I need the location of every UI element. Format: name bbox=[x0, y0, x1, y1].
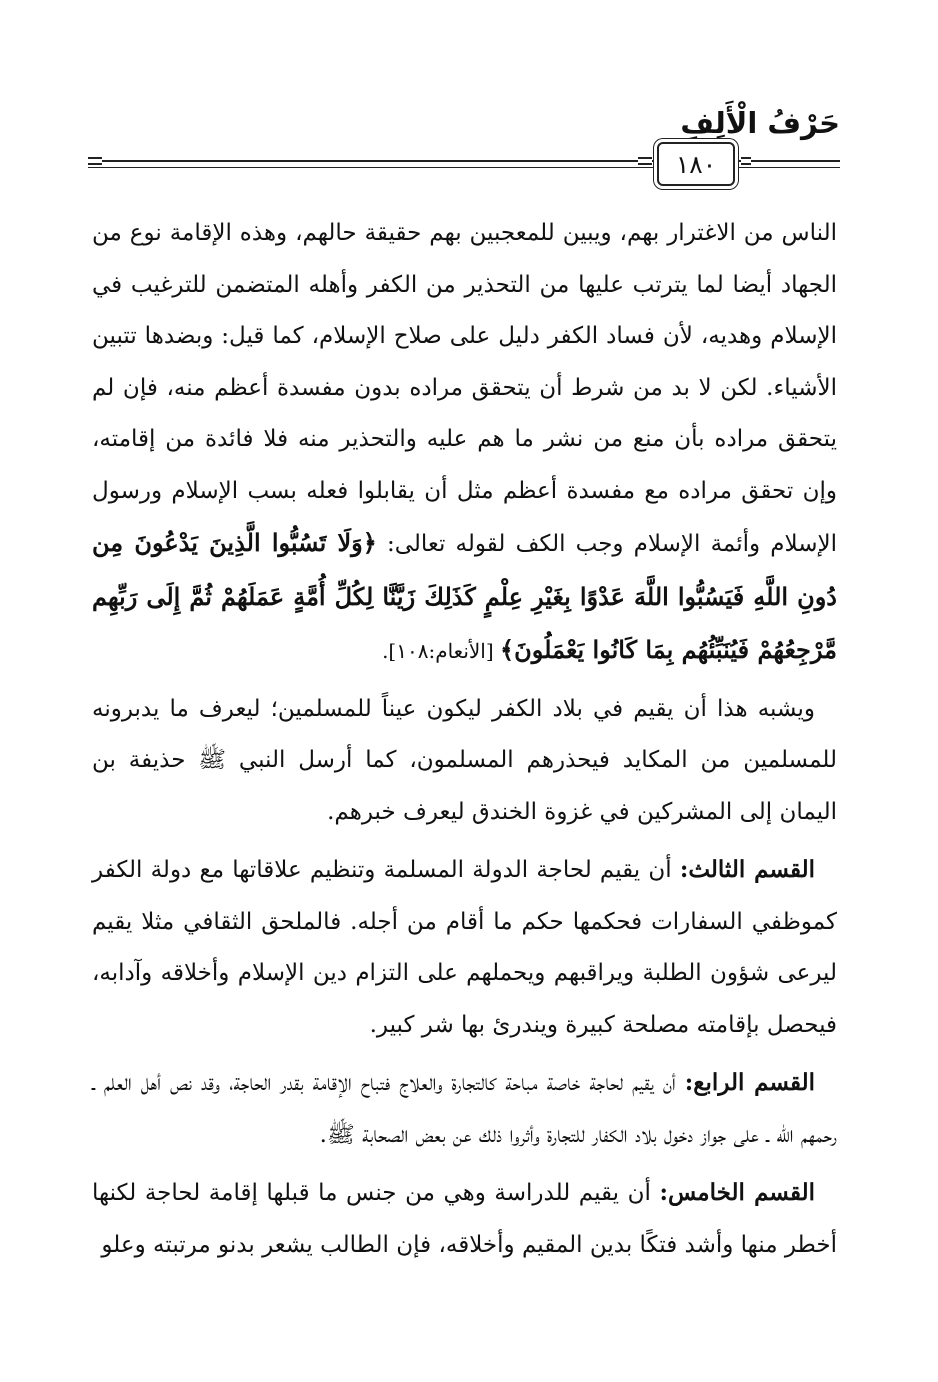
section-heading: القسم الثالث: bbox=[679, 856, 816, 883]
paragraph-text: أن يقيم للدراسة وهي من جنس ما قبلها إقامة لحاجة لكنها أخطر منها وأشد فتكًا بدين المقيم وأخلاقه، فإن الطالب يشعر بدنو مرتبته وعلو bbox=[92, 1180, 837, 1258]
paragraph-text: الناس من الاغترار بهم، ويبين للمعجبين بهم حقيقة حالهم، وهذه الإقامة نوع من الجهاد أيضا لما يترتب عليها من التحذير من الكفر وأهله المتضمن للترغيب في الإسلام وهديه، لأن فساد الكفر دليل على صلاح الإسلام، كما قيل: وبضدها تتبين الأشياء. لكن لا بد من شرط أن يتحقق مراده بدون مفسدة أعظم منه، فإن لم يتحقق مراده بأن منع من نشر ما هم عليه والتحذير منه فلا فائدة من إقامته، وإن تحقق مراده مع مفسدة أعظم مثل أن يقابلوا فعله بسب الإسلام ورسول الإسلام وأئمة الإسلام وجب الكف لقوله تعالى: bbox=[92, 220, 838, 557]
paragraph bbox=[92, 208, 837, 678]
paragraph-text: أن يقيم لحاجة خاصة مباحة كالتجارة والعلاج فتباح الإقامة بقدر الحاجة، وقد نص أهل العلم ـ رحمهم الله ـ على جواز دخول بلاد الكفار للتجارة وأثروا ذلك عن بعض الصحابة ﷺ. bbox=[92, 1070, 837, 1148]
paragraph bbox=[92, 684, 837, 839]
paragraph-text: أن يقيم لحاجة الدولة المسلمة وتنظيم علاقاتها مع دولة الكفر كموظفي السفارات فحكمها حكم ما أقام من أجله. فالملحق الثقافي مثلا يقيم ليرعى شؤون الطلبة ويراقبهم ويحملهم على التزام دين الإسلام وأخلاقه وآدابه، فيحصل بإقامته مصلحة كبيرة ويندرئ بها شر كبير. bbox=[92, 857, 837, 1038]
running-title: حَرْفُ الْأَلِفِ bbox=[680, 106, 840, 140]
page-body bbox=[92, 208, 837, 1277]
rule-box-mark-right bbox=[741, 155, 751, 167]
rule-end-mark bbox=[88, 155, 102, 167]
section-heading: القسم الرابع: bbox=[684, 1069, 815, 1096]
quran-verse: ﴿وَلَا تَسُبُّوا الَّذِينَ يَدْعُونَ مِن دُونِ اللَّهِ فَيَسُبُّوا اللَّهَ عَدْوًا بِغَيْرِ عِلْمٍ كَذَلِكَ زَيَّنَّا لِكُلِّ أُمَّةٍ عَمَلَهُمْ ثُمَّ إِلَى رَبِّهِم مَّرْجِعُهُمْ فَيُنَبِّئُهُم بِمَا كَانُوا يَعْمَلُونَ﴾ bbox=[92, 528, 837, 664]
rule-box-mark-left bbox=[638, 155, 652, 167]
paragraph-text: ويشبه هذا أن يقيم في بلاد الكفر ليكون عيناً للمسلمين؛ ليعرف ما يدبرونه للمسلمين من المكايد فيحذرهم المسلمون، كما أرسل النبي ﷺ حذيفة بن اليمان إلى المشركين في غزوة الخندق ليعرف خبرهم. bbox=[92, 695, 837, 825]
paragraph bbox=[92, 1167, 837, 1271]
paragraph bbox=[92, 1057, 837, 1161]
section-heading: القسم الخامس: bbox=[659, 1179, 815, 1206]
verse-citation: [الأنعام:١٠٨]. bbox=[382, 639, 501, 663]
page-number: ١٨٠ bbox=[657, 142, 735, 186]
paragraph bbox=[92, 844, 837, 1051]
page-header bbox=[88, 95, 840, 195]
